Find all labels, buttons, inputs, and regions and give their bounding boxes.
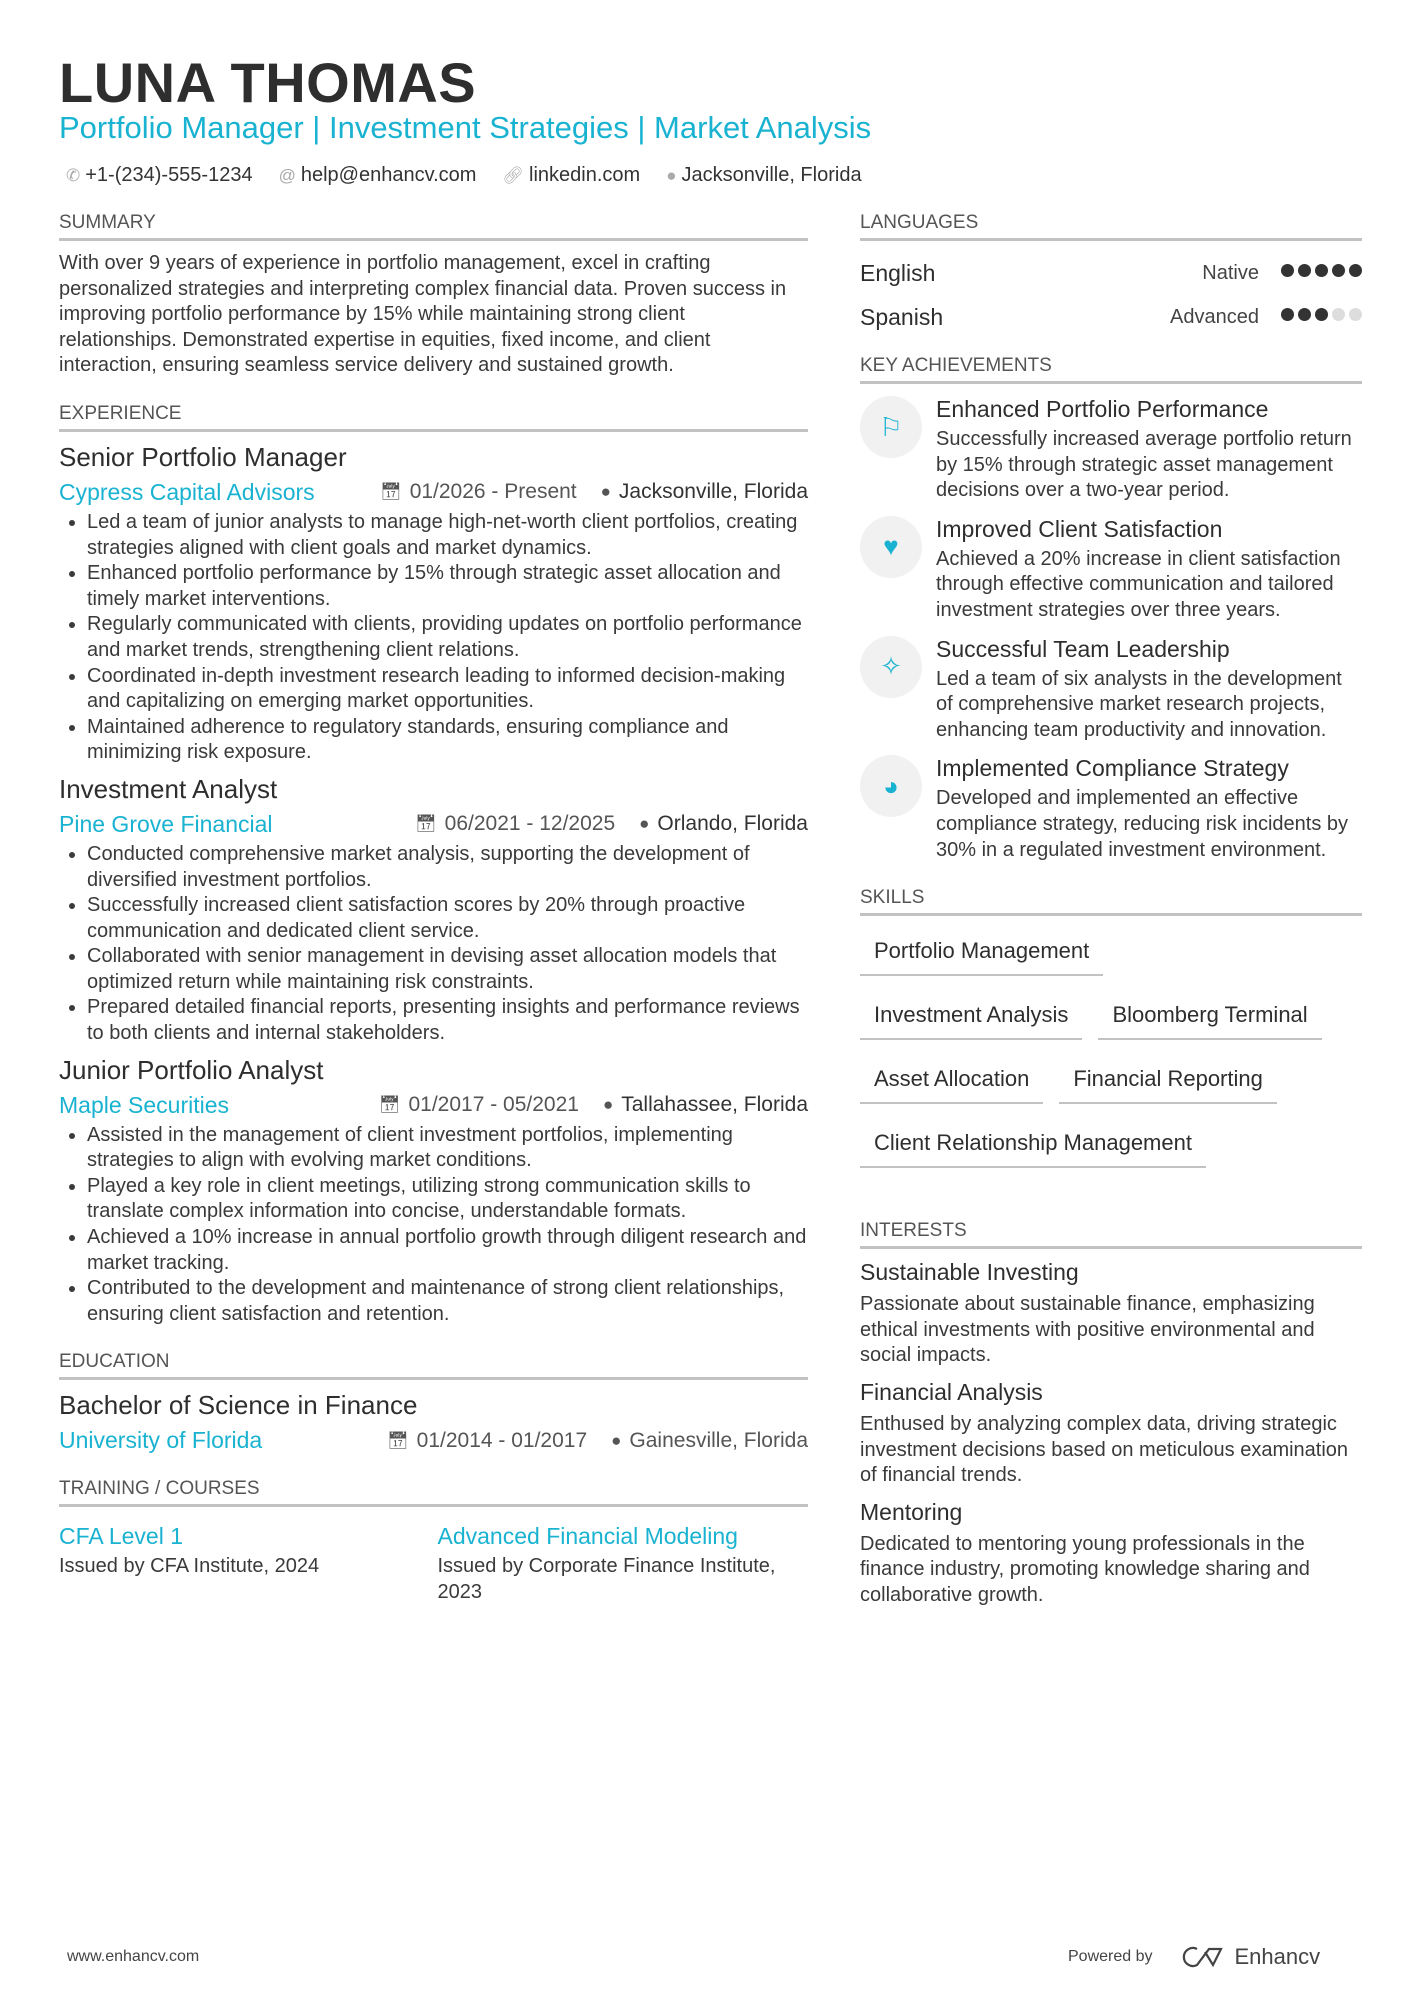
contact-link[interactable]: 🔗︎ linkedin.com: [502, 164, 641, 186]
language-item: English Native: [860, 251, 1362, 295]
job-bullet: • Maintained adherence to regulatory standards, ensuring compliance and minimizing risk exposure.: [87, 715, 808, 766]
job-bullet: • Successfully increased client satisfaction scores by 20% through proactive communication and dedicated client service.: [87, 893, 808, 944]
section-heading: EXPERIENCE: [59, 403, 808, 432]
footer-website[interactable]: www.enhancv.com: [67, 1948, 200, 1965]
rating-dot: [1349, 264, 1362, 277]
section-heading: EDUCATION: [59, 1351, 808, 1380]
job-entry: [59, 1055, 808, 1328]
job-role: Junior Portfolio Analyst: [59, 1054, 324, 1085]
rating-dot: [1281, 308, 1294, 321]
section-heading: SUMMARY: [59, 212, 808, 241]
job-meta: [59, 1092, 808, 1119]
achievement-item: ◕ Implemented Compliance Strategy Developed and implemented an effective compliance strategy, reducing risk incidents by 30% in a regulated investment environment.: [860, 755, 1362, 863]
training-section: [59, 1478, 808, 1605]
summary-section: [59, 212, 808, 379]
skill-tag: Client Relationship Management: [860, 1118, 1206, 1168]
candidate-name: LUNA THOMAS: [59, 51, 477, 114]
achievements-section: [860, 355, 1362, 863]
job-bullet: • Regularly communicated with clients, providing updates on portfolio performance and market trends, strengthening client relations.: [87, 612, 808, 663]
contact-phone: ✆ +1-(234)-555-1234: [66, 164, 253, 186]
skill-tag: Financial Reporting: [1059, 1054, 1277, 1104]
job-role: Investment Analyst: [59, 773, 278, 804]
dates: 01/2026 - Present: [409, 480, 577, 504]
location-pin-icon: ●: [602, 1095, 614, 1115]
job-bullet: • Prepared detailed financial reports, presenting insights and performance reviews to both clients and internal stakeholders.: [87, 995, 808, 1046]
phone-icon: ✆: [66, 166, 81, 185]
job-entry: [59, 442, 808, 766]
contact-email[interactable]: @ help@enhancv.com: [278, 164, 477, 186]
interest-item: Sustainable Investing Passionate about sustainable finance, emphasizing ethical investments with positive environmental and social impacts.: [860, 1259, 1315, 1367]
achievement-item: ✧ Successful Team Leadership Led a team of six analysts in the development of comprehensive market research projects, enhancing team productivity and innovation.: [860, 636, 1362, 744]
course: Advanced Financial Modeling Issued by Corporate Finance Institute, 2023: [437, 1523, 776, 1603]
education-section: [59, 1351, 808, 1454]
location: Gainesville, Florida: [629, 1428, 808, 1452]
location-pin-icon: ●: [639, 814, 650, 834]
skill-tag: Portfolio Management: [860, 926, 1103, 976]
rating-dot: [1315, 264, 1328, 277]
experience-section: [59, 403, 808, 1327]
location-pin-icon: ●: [666, 166, 677, 185]
job-bullet: • Assisted in the management of client investment portfolios, implementing strategies to align with evolving market conditions.: [87, 1123, 808, 1174]
location-pin-icon: ●: [611, 1430, 622, 1450]
skills-section: [860, 887, 1362, 1182]
calendar-icon: 📅︎: [387, 1430, 409, 1450]
interest-item: Mentoring Dedicated to mentoring young professionals in the finance industry, promoting knowledge sharing and collaborative growth.: [860, 1498, 1310, 1606]
job-role: Senior Portfolio Manager: [59, 441, 347, 472]
location-pin-icon: ●: [600, 482, 611, 502]
calendar-icon: 📅︎: [415, 814, 437, 834]
dates: 01/2014 - 01/2017: [416, 1428, 588, 1452]
skill-tag: Asset Allocation: [860, 1054, 1043, 1104]
candidate-title: Portfolio Manager | Investment Strategies | Market Analysis: [59, 110, 872, 145]
school: University of Florida: [59, 1427, 263, 1454]
magic-wand-icon: ✧: [860, 636, 922, 698]
section-heading: INTERESTS: [860, 1220, 1362, 1249]
location: Jacksonville, Florida: [618, 480, 808, 504]
education-meta: [59, 1427, 808, 1454]
section-heading: KEY ACHIEVEMENTS: [860, 355, 1362, 384]
interests-section: [860, 1220, 1362, 1608]
language-rating: [1277, 308, 1362, 326]
languages-section: [860, 212, 1362, 339]
language-rating: [1277, 264, 1362, 282]
skill-tag: Bloomberg Terminal: [1098, 990, 1321, 1040]
enhancv-logo-icon: [1179, 1944, 1227, 1970]
contact-location: ● Jacksonville, Florida: [666, 164, 862, 186]
dates: 06/2021 - 12/2025: [444, 812, 616, 836]
right-column: [860, 212, 1362, 1632]
rating-dot: [1281, 264, 1294, 277]
rating-dot: [1298, 264, 1311, 277]
job-bullet: • Achieved a 10% increase in annual portfolio growth through diligent research and market tracking.: [87, 1225, 808, 1276]
job-bullet: • Contributed to the development and maintenance of strong client relationships, ensuring client satisfaction and retention.: [87, 1276, 808, 1327]
link-icon: 🔗︎: [502, 166, 525, 185]
calendar-icon: 📅︎: [380, 482, 402, 502]
course: CFA Level 1 Issued by CFA Institute, 2024: [59, 1523, 320, 1578]
job-bullet: • Led a team of junior analysts to manage high-net-worth client portfolios, creating strategies aligned with client goals and market dynamics.: [87, 510, 808, 561]
flag-icon: ⚐: [860, 396, 922, 458]
job-bullet: • Coordinated in-depth investment research leading to informed decision-making and capitalizing on emerging market opportunities.: [87, 664, 808, 715]
rating-dot: [1298, 308, 1311, 321]
job-entry: [59, 774, 808, 1047]
contact-bar: [66, 164, 862, 187]
summary-text: With over 9 years of experience in portfolio management, excel in crafting personalized strategies and interpreting complex financial data. Proven success in improving portfolio performance by 15% while maintaining strong client relationships. Demonstrated expertise in equities, fixed income, and client interaction, ensuring seamless service delivery and sustained growth.: [59, 252, 787, 377]
location: Orlando, Florida: [657, 812, 808, 836]
section-heading: LANGUAGES: [860, 212, 1362, 241]
brain-icon: ◕: [860, 755, 922, 817]
job-meta: [59, 811, 808, 838]
at-icon: @: [278, 166, 296, 185]
section-heading: SKILLS: [860, 887, 1362, 916]
job-bullet: • Collaborated with senior management in devising asset allocation models that optimized return while maintaining risk constraints.: [87, 944, 808, 995]
left-column: [59, 212, 808, 1630]
rating-dot: [1315, 308, 1328, 321]
section-heading: TRAINING / COURSES: [59, 1478, 808, 1507]
company: Maple Securities: [59, 1091, 230, 1118]
company: Cypress Capital Advisors: [59, 478, 315, 505]
location: Tallahassee, Florida: [621, 1093, 808, 1117]
dates: 01/2017 - 05/2021: [408, 1093, 579, 1117]
achievement-item: ♥ Improved Client Satisfaction Achieved a 20% increase in client satisfaction through effective communication and tailored investment strategies over three years.: [860, 516, 1362, 624]
calendar-icon: 📅︎: [378, 1095, 401, 1115]
job-bullet: • Conducted comprehensive market analysis, supporting the development of diversified investment portfolios.: [87, 842, 808, 893]
company: Pine Grove Financial: [59, 810, 273, 837]
job-meta: [59, 479, 808, 506]
achievement-item: ⚐ Enhanced Portfolio Performance Successfully increased average portfolio return by 15% through strategic asset management decisions over a two-year period.: [860, 396, 1362, 504]
rating-dot: [1332, 308, 1345, 321]
footer-powered: Powered by Enhancv: [1068, 1944, 1321, 1969]
rating-dot: [1349, 308, 1362, 321]
skill-tag: Investment Analysis: [860, 990, 1082, 1040]
degree: Bachelor of Science in Finance: [59, 1390, 418, 1421]
language-item: Spanish Advanced: [860, 295, 1362, 339]
heart-icon: ♥: [860, 516, 922, 578]
interest-item: Financial Analysis Enthused by analyzing complex data, driving strategic investment decisions based on meticulous examination of financial trends.: [860, 1378, 1349, 1487]
job-bullet: • Enhanced portfolio performance by 15% through strategic asset allocation and timely market interventions.: [87, 561, 808, 612]
job-bullet: • Played a key role in client meetings, utilizing strong communication skills to translate complex information into concise, understandable formats.: [87, 1174, 808, 1225]
rating-dot: [1332, 264, 1345, 277]
